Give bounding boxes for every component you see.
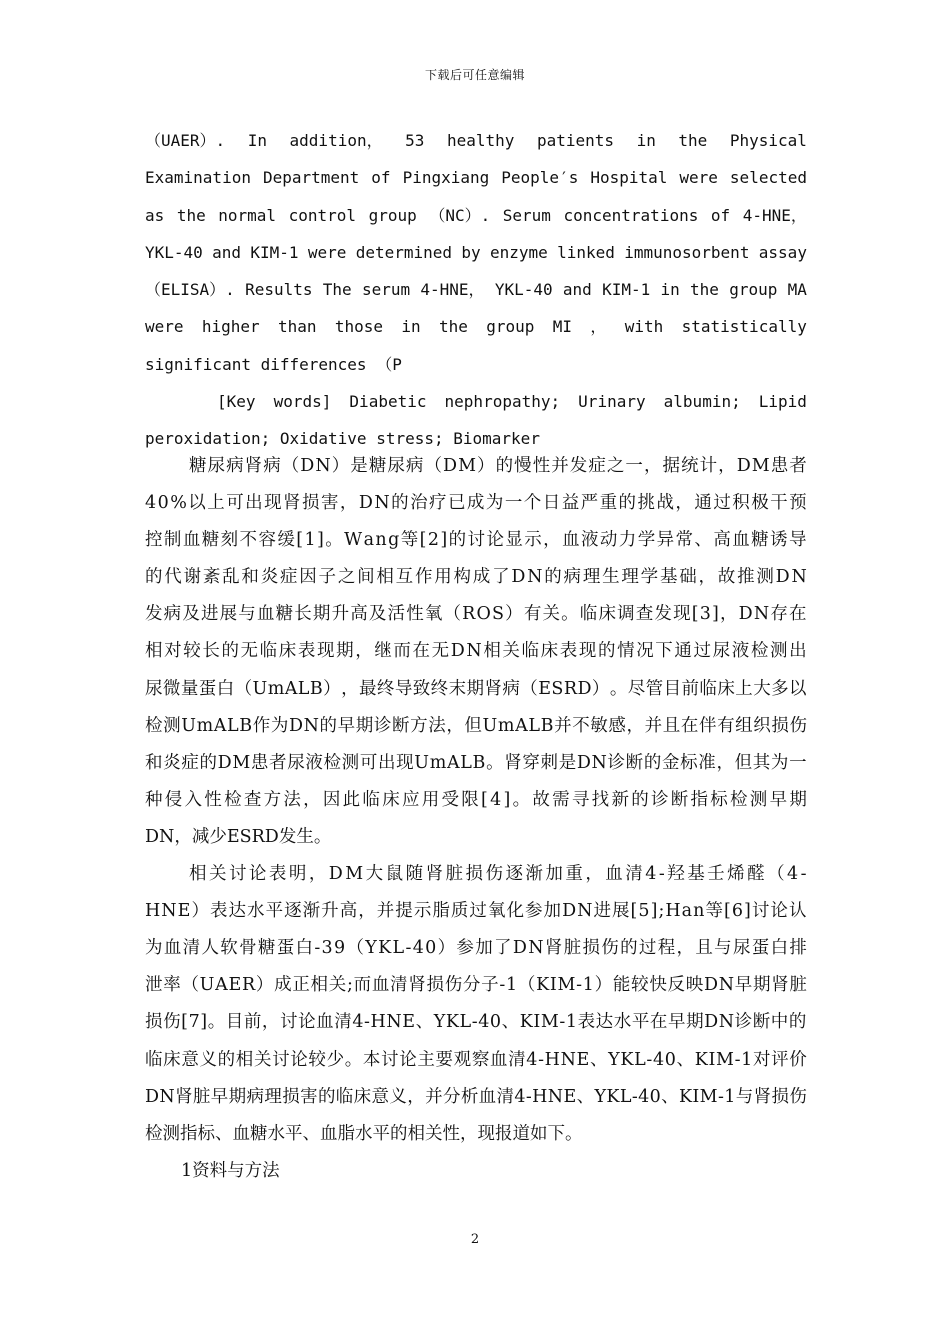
abstract-word: Pingxiang [402,168,490,188]
abstract-word: Diabetic [349,392,427,412]
abstract-word: of [710,205,731,225]
abstract-line [145,234,807,271]
abstract-word: （ELISA）. [145,280,235,300]
abstract-word: concentrations [563,205,699,225]
abstract-line [145,308,807,345]
abstract-word: serum [361,280,411,300]
body-line: 泄 率 （ U A E R ） 成 正 相 关 ; 而 血 清 肾 损 伤 分 子 - 1 （ K I M - 1 ） 能 较 快 反 映 D N 早 期 肾 脏 [145,975,807,996]
abstract-word: words] [273,392,332,412]
abstract-word: （NC）. [429,205,491,225]
abstract-word: in [636,131,656,150]
abstract-word: in [401,317,421,337]
body-line: 的 代 谢 紊 乱 和 炎 症 因 子 之 间 相 互 作 用 构 成 了 D N 的 病 理 生 理 学 基 础 ， 故 推 测 D N [145,567,807,588]
body-line: 发 病 及 进 展 与 血 糖 长 期 升 高 及 活 性 氧 （ R O S ） 有 关 。 临 床 调 查 发 现 [ 3 ] ， D N 存 在 [145,604,807,625]
body-line: 1资料与方法 [181,1160,280,1181]
body-line: 相 关 讨 论 表 明 ， D M 大 鼠 随 肾 脏 损 伤 逐 渐 加 重 ， 血 清 4 - 羟 基 壬 烯 醛 （ 4 - [189,864,807,885]
abstract-word: [Key [217,392,256,412]
body-line: 4 0 % 以 上 可 出 现 肾 损 害 ， D N 的 治 疗 已 成 为 一 个 日 益 严 重 的 挑 战 ， 通 过 积 极 干 预 [145,493,807,514]
body-line: 和 炎 症 的 D M 患 者 尿 液 检 测 可 出 现 U m A L B 。 肾 穿 刺 是 D N 诊 断 的 金 标 准 ， 但 其 为 一 [145,752,807,773]
body-line: 相 对 较 长 的 无 临 床 表 现 期 ， 继 而 在 无 D N 相 关 临 床 表 现 的 情 况 下 通 过 尿 液 检 测 出 [145,641,807,662]
abstract-word: nephropathy; [444,392,561,412]
body-line: 种 侵 入 性 检 查 方 法 ， 因 此 临 床 应 用 受 限 [ 4 ] 。 故 需 寻 找 新 的 诊 断 指 标 检 测 早 期 [145,789,807,810]
abstract-word: the [439,317,468,337]
abstract-word: Results [245,280,313,300]
abstract-word: immunosorbent [624,242,750,262]
abstract-word: The [322,280,352,300]
abstract-word: and [212,242,242,262]
abstract-word: KIM-1 [602,280,651,300]
abstract-word: YKL-40 [145,242,203,262]
abstract-word: ， [590,317,607,337]
abstract-line [145,159,807,196]
page-number: 2 [470,1232,480,1247]
abstract-word: Serum [502,205,551,225]
abstract-word: MA [787,280,807,300]
abstract-word: significant differences （P [145,354,402,374]
abstract-word: addition， [289,131,383,150]
abstract-word: Department [262,168,360,188]
abstract-word: group [486,317,535,337]
abstract-word: as [145,205,165,225]
body-line: 临 床 意 义 的 相 关 讨 论 较 少 。 本 讨 论 主 要 观 察 血 清 4 - H N E 、 Y K L - 4 0 、 K I M - 1 对 评 价 [145,1049,807,1070]
abstract-word: People′s [501,168,579,188]
abstract-word: KIM-1 [250,242,299,262]
abstract-word: by [461,242,481,262]
abstract-word: of [371,168,391,188]
abstract-word: Physical [729,131,807,150]
page-header: 下载后可任意编辑 [424,68,525,82]
abstract-word: Lipid [758,392,807,412]
abstract-word: in [660,280,680,300]
body-line: 检 测 U m A L B 作 为 D N 的 早 期 诊 断 方 法 ， 但 U m A L B 并 不 敏 感 ， 并 且 在 伴 有 组 织 损 伤 [145,715,807,736]
abstract-word: healthy [446,131,515,150]
abstract-word: linked [557,242,615,262]
abstract-line [145,122,807,159]
body-line: 糖 尿 病 肾 病 （ D N ） 是 糖 尿 病 （ D M ） 的 慢 性 并 发 症 之 一 ， 据 统 计 ， D M 患 者 [189,456,807,476]
abstract-word: Hospital [590,168,668,188]
english-abstract [145,122,807,458]
abstract-line [145,346,807,383]
abstract-word: were [307,242,347,262]
body-line: 损 伤 [ 7 ] 。 目 前 ， 讨 论 血 清 4 - H N E 、 Y K L - 4 0 、 K I M - 1 表 达 水 平 在 早 期 D N 诊 断 中 的 [145,1012,807,1033]
body-line: 为 血 清 人 软 骨 糖 蛋 白 - 3 9 （ Y K L - 4 0 ） 参 加 了 D N 肾 脏 损 伤 的 过 程 ， 且 与 尿 蛋 白 排 [145,938,807,959]
abstract-word: group [729,280,778,300]
abstract-line [145,383,807,420]
abstract-line [145,197,807,234]
body-line: D N 肾 脏 早 期 病 理 损 害 的 临 床 意 义 ， 并 分 析 血 清 4 - H N E 、 Y K L - 4 0 、 K I M - 1 与 肾 损 伤 [145,1086,807,1107]
abstract-word: Examination [145,168,251,188]
abstract-word: MI [552,317,573,337]
abstract-word: 4-HNE， [742,205,807,225]
abstract-word: the [678,131,708,150]
abstract-word: selected [729,168,807,188]
chinese-body-text [145,448,807,1190]
abstract-word: group [368,205,417,225]
abstract-word: determined [355,242,453,262]
abstract-word: normal [218,205,277,225]
abstract-word: 4-HNE， [420,280,485,300]
abstract-word: Urinary [578,392,646,412]
abstract-word: with [624,317,664,337]
abstract-word: albumin; [663,392,741,412]
abstract-word: statistically [681,317,807,337]
abstract-word: the [176,205,206,225]
abstract-word: 53 [405,131,425,150]
abstract-word: and [562,280,592,300]
abstract-word: In [247,131,267,150]
abstract-word: were [679,168,718,188]
body-line: H N E ） 表 达 水 平 逐 渐 升 高 ， 并 提 示 脂 质 过 氧 化 参 加 D N 进 展 [ 5 ] ; H a n 等 [ 6 ] 讨 论 认 [145,901,807,922]
abstract-word: those [334,317,384,337]
abstract-line [145,271,807,308]
body-line: DN，减少ESRD发生。 [145,826,332,847]
abstract-word: the [690,280,719,300]
abstract-word: higher [201,317,260,337]
abstract-word: control [288,205,357,225]
abstract-word: （UAER）. [145,131,226,150]
abstract-word: peroxidation; Oxidative stress; Biomarker [145,429,540,449]
abstract-word: assay [758,242,807,262]
abstract-word: patients [536,131,615,150]
body-line: 检测指标、血糖水平、血脂水平的相关性，现报道如下。 [145,1123,583,1144]
abstract-word: YKL-40 [494,280,553,300]
body-line: 尿 微 量 蛋 白 （ U m A L B ） ， 最 终 导 致 终 末 期 肾 病 （ E S R D ） 。 尽 管 目 前 临 床 上 大 多 以 [145,678,807,699]
abstract-word: were [145,317,184,337]
abstract-word: than [278,317,317,337]
body-line: 控 制 血 糖 刻 不 容 缓 [ 1 ] 。 W a n g 等 [ 2 ] 的 讨 论 显 示 ， 血 液 动 力 学 异 常 、 高 血 糖 诱 导 [145,530,807,551]
abstract-word: enzyme [489,242,548,262]
